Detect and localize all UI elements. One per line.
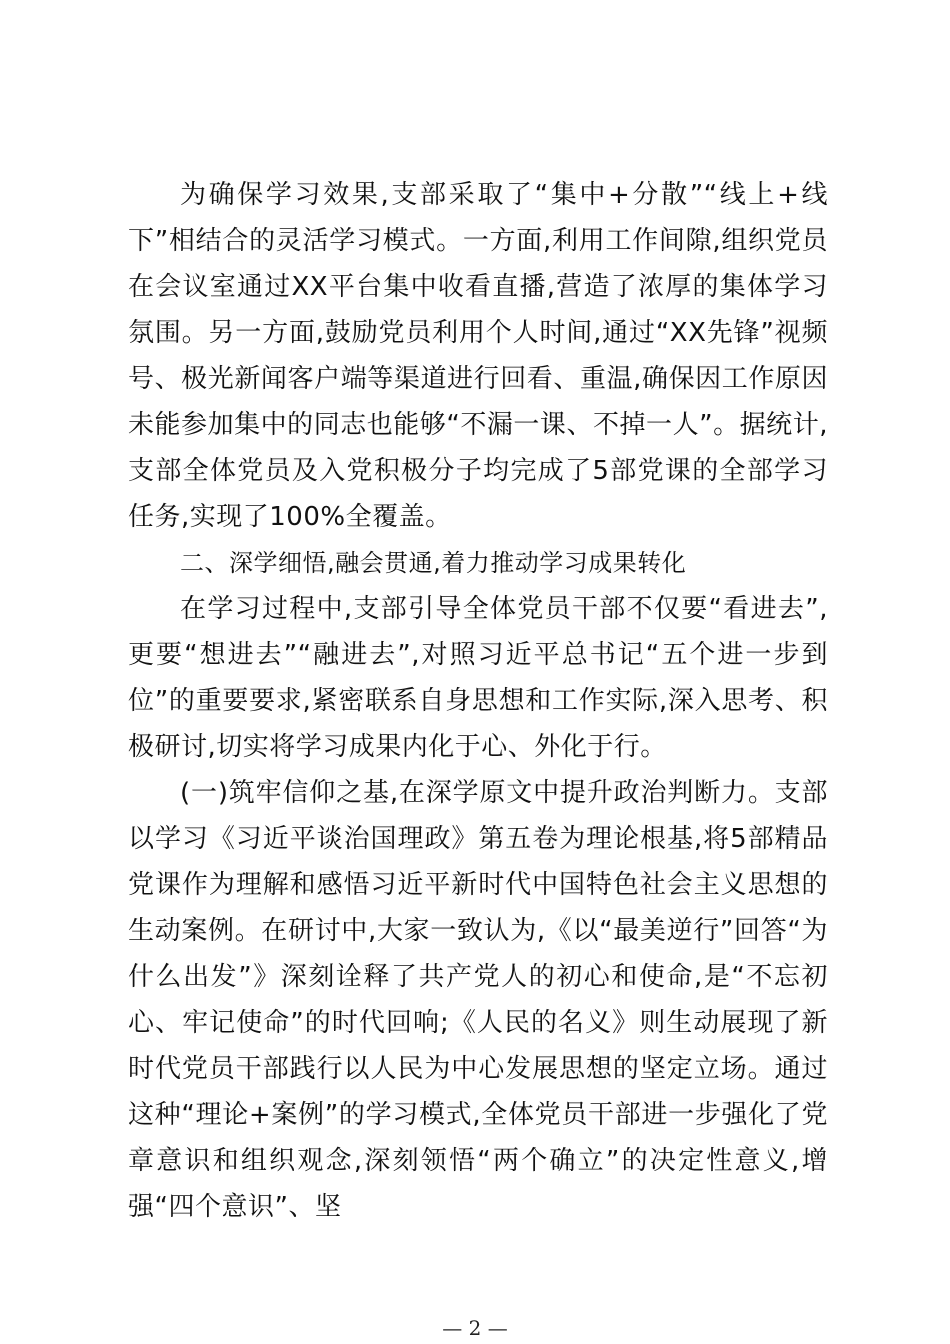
- section-heading-two: 二、深学细悟,融会贯通,着力推动学习成果转化: [180, 549, 687, 577]
- page-number: — 2 —: [442, 1316, 508, 1340]
- paragraph-study-process: 在学习过程中,支部引导全体党员干部不仅要“看进去”,更要“想进去”“融进去”,对照习近平总书记“五个进一步到位”的重要要求,紧密联系自身思想和工作实际,深入思考、积极研讨,切实将学习成果内化于心、外化于行。: [128, 594, 828, 762]
- paragraph-faith-foundation: (一)筑牢信仰之基,在深学原文中提升政治判断力。支部以学习《习近平谈治国理政》第五卷为理论根基,将5部精品党课作为理解和感悟习近平新时代中国特色社会主义思想的生动案例。在研讨中,大家一致认为,《以“最美逆行”回答“为什么出发”》深刻诠释了共产党人的初心和使命,是“不忘初心、牢记使命”的时代回响;《人民的名义》则生动展现了新时代党员干部践行以人民为中心发展思想的坚定立场。通过这种“理论+案例”的学习模式,全体党员干部进一步强化了党章意识和组织观念,深刻领悟“两个确立”的决定性意义,增强“四个意识”、坚: [128, 778, 828, 1222]
- document-body: [128, 172, 828, 1230]
- paragraph-study-mode: 为确保学习效果,支部采取了“集中+分散”“线上+线下”相结合的灵活学习模式。一方面,利用工作间隙,组织党员在会议室通过XX平台集中收看直播,营造了浓厚的集体学习氛围。另一方面,鼓励党员利用个人时间,通过“XX先锋”视频号、极光新闻客户端等渠道进行回看、重温,确保因工作原因未能参加集中的同志也能够“不漏一课、不掉一人”。据统计,支部全体党员及入党积极分子均完成了5部党课的全部学习任务,实现了100%全覆盖。: [128, 180, 828, 532]
